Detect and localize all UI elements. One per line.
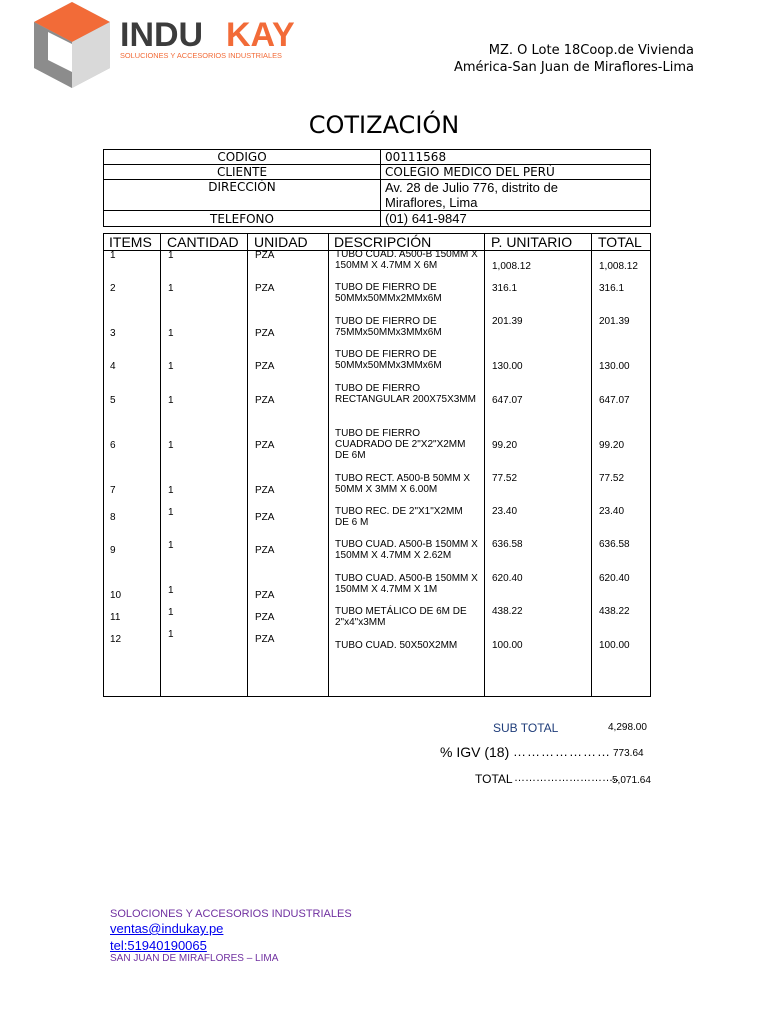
items-table <box>103 233 651 697</box>
row-cantidad: 1 <box>168 328 174 339</box>
header-items: ITEMS <box>109 234 152 250</box>
subtotal-label: SUB TOTAL <box>493 721 559 735</box>
row-descripcion: TUBO METÁLICO DE 6M DE 2"x4"x3MM <box>335 606 467 628</box>
row-descripcion: TUBO DE FIERRO DE 75MMx50MMx3MMx6M <box>335 316 442 338</box>
row-precio-unitario: 620.40 <box>492 573 523 584</box>
row-descripcion: TUBO CUAD. A500-B 150MM X 150MM X 4.7MM X 2.62M <box>335 539 478 561</box>
row-item-number: 11 <box>110 612 121 623</box>
row-cantidad: 1 <box>168 629 174 640</box>
row-unidad: PZA <box>255 590 275 601</box>
row-item-number: 5 <box>110 395 116 406</box>
client-info-table <box>103 149 651 227</box>
codigo-label: CODIGO <box>104 150 381 165</box>
company-logo <box>34 2 334 94</box>
brand-name-part1: INDU <box>120 16 204 54</box>
row-descripcion: TUBO CUAD. A500-B 150MM X 150MM X 4.7MM X 1M <box>335 573 478 595</box>
row-unidad: PZA <box>255 485 275 496</box>
row-unidad: PZA <box>255 283 275 294</box>
row-descripcion: TUBO CUAD. 50X50X2MM <box>335 640 458 651</box>
row-cantidad: 1 <box>168 395 174 406</box>
cliente-row <box>104 165 651 180</box>
row-total: 23.40 <box>599 506 625 517</box>
row-precio-unitario: 636.58 <box>492 539 523 550</box>
row-descripcion: TUBO DE FIERRO DE 50MMx50MMx3MMx6M <box>335 349 442 371</box>
row-unidad: PZA <box>255 634 275 645</box>
row-item-number: 12 <box>110 634 122 645</box>
codigo-row <box>104 150 651 165</box>
header-unidad: UNIDAD <box>254 234 308 250</box>
direccion-value-line2: Miraflores, Lima <box>385 195 478 210</box>
row-descripcion: TUBO RECT. A500-B 50MM X 50MM X 3MM X 6.00M <box>335 473 471 495</box>
row-unidad: PZA <box>255 250 275 261</box>
row-total: 636.58 <box>599 539 630 550</box>
header-total: TOTAL <box>598 234 642 250</box>
row-item-number: 7 <box>110 485 116 496</box>
brand-tagline: SOLUCIONES Y ACCESORIOS INDUSTRIALES <box>120 51 282 60</box>
row-precio-unitario: 1,008.12 <box>492 261 531 272</box>
row-unidad: PZA <box>255 440 275 451</box>
row-precio-unitario: 130.00 <box>492 361 523 372</box>
document-title: COTIZACIÓN <box>308 111 460 139</box>
column-divider <box>247 234 248 696</box>
row-precio-unitario: 23.40 <box>492 506 518 517</box>
brand-name-part2: KAY <box>226 16 295 54</box>
company-address <box>454 42 694 76</box>
header-descripcion: DESCRIPCIÓN <box>334 234 432 250</box>
row-total: 77.52 <box>599 473 625 484</box>
header-unitario: P. UNITARIO <box>491 234 573 250</box>
igv-value: 773.64 <box>613 748 644 759</box>
row-descripcion: TUBO DE FIERRO RECTANGULAR 200X75X3MM <box>335 383 476 405</box>
row-item-number: 4 <box>110 361 116 372</box>
row-unidad: PZA <box>255 395 275 406</box>
row-item-number: 6 <box>110 440 116 451</box>
direccion-row <box>104 180 651 211</box>
row-unidad: PZA <box>255 328 275 339</box>
row-total: 620.40 <box>599 573 630 584</box>
telefono-value: (01) 641-9847 <box>381 211 651 227</box>
cliente-value: COLEGIO MEDICO DEL PERÚ <box>381 165 651 180</box>
direccion-value-line1: Av. 28 de Julio 776, distrito de <box>385 180 558 195</box>
column-divider <box>328 234 329 696</box>
codigo-value: 00111568 <box>381 150 651 165</box>
footer-phone-link[interactable]: tel:51940190065 <box>110 938 207 953</box>
row-unidad: PZA <box>255 361 275 372</box>
row-total: 201.39 <box>599 316 630 327</box>
column-divider <box>484 234 485 696</box>
footer-company-line: SOLOCIONES Y ACCESORIOS INDUSTRIALES <box>110 908 352 920</box>
address-line-1: MZ. O Lote 18Coop.de Vivienda <box>488 43 694 58</box>
row-item-number: 10 <box>110 590 122 601</box>
total-dots: ……………………….. <box>514 772 620 784</box>
row-unidad: PZA <box>255 612 275 623</box>
total-value: 5,071.64 <box>612 775 651 786</box>
row-unidad: PZA <box>255 512 275 523</box>
direccion-value <box>381 180 651 211</box>
row-descripcion: TUBO DE FIERRO DE 50MMx50MMx2MMx6M <box>335 282 442 304</box>
row-cantidad: 1 <box>168 607 174 618</box>
column-divider <box>591 234 592 696</box>
row-item-number: 3 <box>110 328 116 339</box>
row-cantidad: 1 <box>168 507 174 518</box>
subtotal-value: 4,298.00 <box>608 722 647 733</box>
row-precio-unitario: 77.52 <box>492 473 518 484</box>
row-precio-unitario: 99.20 <box>492 440 518 451</box>
row-cantidad: 1 <box>168 283 174 294</box>
row-precio-unitario: 647.07 <box>492 395 523 406</box>
row-cantidad: 1 <box>168 485 174 496</box>
footer-email-link[interactable]: ventas@indukay.pe <box>110 921 224 936</box>
row-precio-unitario: 201.39 <box>492 316 523 327</box>
direccion-label: DIRECCIÓN <box>104 180 381 211</box>
row-item-number: 1 <box>110 250 116 261</box>
igv-dots: ………………… <box>513 744 611 759</box>
address-line-2: América-San Juan de Miraflores-Lima <box>454 60 694 75</box>
row-total: 316.1 <box>599 283 625 294</box>
row-descripcion: TUBO REC. DE 2"X1"X2MM DE 6 M <box>335 506 463 528</box>
row-total: 438.22 <box>599 606 630 617</box>
row-item-number: 8 <box>110 512 116 523</box>
row-item-number: 2 <box>110 283 116 294</box>
row-cantidad: 1 <box>168 361 174 372</box>
telefono-label: TELEFONO <box>104 211 381 227</box>
total-label: TOTAL <box>475 772 513 786</box>
igv-label: % IGV (18) <box>440 744 510 760</box>
row-cantidad: 1 <box>168 585 174 596</box>
footer-location: SAN JUAN DE MIRAFLORES – LIMA <box>110 953 279 964</box>
row-total: 1,008.12 <box>599 261 638 272</box>
row-cantidad: 1 <box>168 540 174 551</box>
row-precio-unitario: 438.22 <box>492 606 523 617</box>
row-total: 99.20 <box>599 440 625 451</box>
row-cantidad: 1 <box>168 440 174 451</box>
row-descripcion: TUBO DE FIERRO CUADRADO DE 2"X2"X2MM DE 6M <box>335 428 466 461</box>
row-unidad: PZA <box>255 545 275 556</box>
row-precio-unitario: 316.1 <box>492 283 518 294</box>
indukay-logo-icon <box>34 2 334 94</box>
row-cantidad: 1 <box>168 250 174 261</box>
row-total: 647.07 <box>599 395 630 406</box>
cliente-label: CLIENTE <box>104 165 381 180</box>
row-precio-unitario: 100.00 <box>492 640 523 651</box>
row-total: 130.00 <box>599 361 630 372</box>
column-divider <box>160 234 161 696</box>
header-cantidad: CANTIDAD <box>167 234 239 250</box>
row-item-number: 9 <box>110 545 116 556</box>
telefono-row <box>104 211 651 227</box>
row-total: 100.00 <box>599 640 630 651</box>
row-descripcion: TUBO CUAD. A500-B 150MM X 150MM X 4.7MM X 6M <box>335 249 478 271</box>
